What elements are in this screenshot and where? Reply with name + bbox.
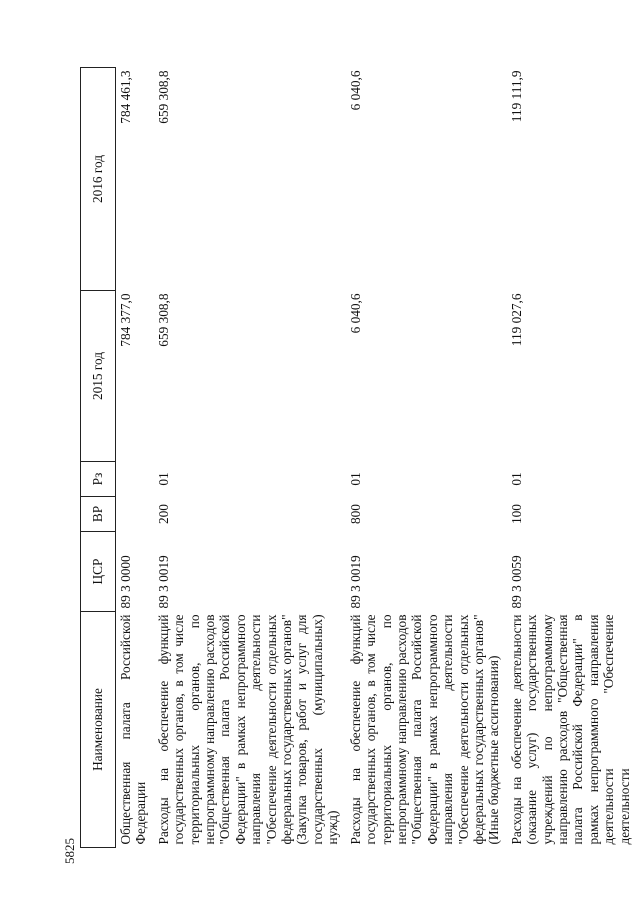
- row-vr: 800: [347, 504, 363, 524]
- row-csr: 89 3 0000: [118, 555, 133, 609]
- row-rz: 01: [508, 472, 524, 486]
- row-2016: 6 040,6: [347, 70, 363, 111]
- header-rz: Рз: [81, 462, 116, 497]
- header-2016: 2016 год: [81, 68, 116, 291]
- row-rz: 01: [155, 472, 171, 486]
- row-name: Общественная палата Российской Федерации: [118, 614, 149, 845]
- header-vr: ВР: [81, 497, 116, 532]
- row-csr: 89 3 0059: [508, 555, 524, 609]
- budget-table: [80, 67, 637, 848]
- header-csr: ЦСР: [81, 532, 116, 612]
- row-rz: [116, 462, 154, 497]
- row-vr: 200: [155, 504, 171, 524]
- row-2015: 119 027,6: [508, 293, 524, 347]
- row-2015: 659 308,8: [155, 293, 171, 347]
- page-number: 5825: [62, 838, 77, 864]
- row-2015: 6 040,6: [347, 293, 363, 334]
- header-2015: 2015 год: [81, 291, 116, 462]
- row-vr: [116, 497, 154, 532]
- row-2015: 784 377,0: [118, 293, 133, 347]
- row-name: Расходы на обеспечение функций государственных органов, в том числе территориальных органов, по непрограммному направлению расходов "Общественная палата Российской Федерации" в рамках непрограммного направления деятельности "Обеспечение деятельности отдельных федеральных государственных органов" (Закупка товаров, работ и услуг для государственных (муниципальных) нужд): [155, 614, 341, 845]
- table-row: [154, 68, 346, 848]
- row-vr: 100: [508, 504, 524, 524]
- header-row: [81, 68, 116, 848]
- row-name: Расходы на обеспечение функций государственных органов, в том числе территориальных органов, по непрограммному направлению расходов "Общественная палата Российской Федерации" в рамках непрограммного направления деятельности "Обеспечение деятельности отдельных федеральных государственных органов" (Иные бюджетные ассигнования): [347, 614, 502, 845]
- row-2016: 119 111,9: [508, 70, 524, 123]
- table-row: [346, 68, 507, 848]
- header-name: Наименование: [81, 612, 116, 848]
- row-rz: 01: [347, 472, 363, 486]
- row-csr: 89 3 0019: [347, 555, 363, 609]
- row-2016: 659 308,8: [155, 70, 171, 124]
- table-row: [116, 68, 154, 848]
- row-csr: 89 3 0019: [155, 555, 171, 609]
- row-2016: 784 461,3: [118, 70, 133, 124]
- table-row: [507, 68, 637, 848]
- row-name: Расходы на обеспечение деятельности (оказание услуг) государственных учреждений по непрограммному направлению расходов "Общественная палата Российской Федерации" в рамках непрограммного направления деятельности "Обеспечение деятельности: [508, 614, 632, 845]
